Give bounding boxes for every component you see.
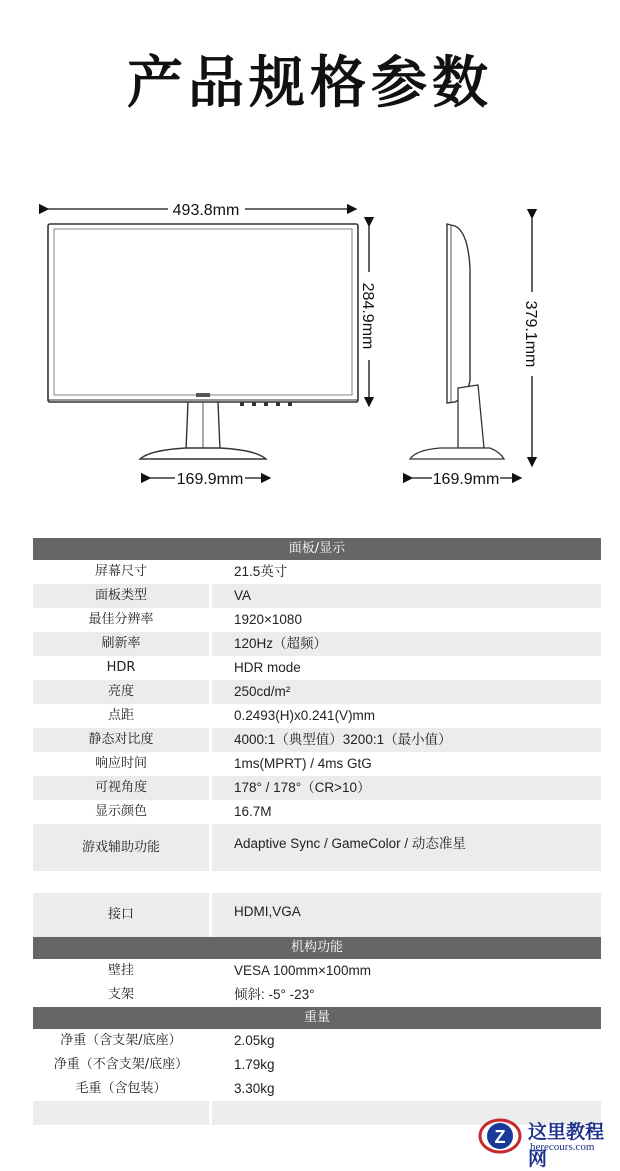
spec-label: 可视角度 [33,776,209,800]
section-header-mechanism: 机构功能 [33,937,601,959]
spec-label: 点距 [107,708,134,723]
spec-label: 静态对比度 [33,728,209,752]
spec-row [33,560,601,584]
spec-label: 游戏辅助功能 [33,824,209,871]
spec-label: 支架 [107,987,134,1002]
spec-row [33,704,601,728]
spec-value: 倾斜: -5° -23° [234,987,315,1002]
spec-row [33,776,601,800]
spec-value: 1920×1080 [234,612,302,627]
spec-label: 毛重（含包装） [75,1081,167,1096]
section-header-panel: 面板/显示 [33,538,601,560]
spec-row [33,680,601,704]
spec-row [33,752,601,776]
monitor-dimension-diagram [0,180,620,510]
spec-row [33,824,601,871]
spec-value: VESA 100mm×100mm [234,963,371,978]
spec-value: 16.7M [234,804,272,819]
spec-label: 壁挂 [107,963,134,978]
spec-label: 净重（不含支架/底座） [53,1057,189,1072]
spec-label: 净重（含支架/底座） [60,1033,182,1048]
spec-value: 3.30kg [234,1081,275,1096]
spec-value: VA [212,584,601,608]
spec-value: HDR mode [234,660,301,675]
stand-front-label: 169.9mm [176,471,244,488]
spec-row [33,632,601,656]
spec-value: 1ms(MPRT) / 4ms GtG [234,756,372,771]
spec-row [33,959,601,983]
spec-label: 接口 [33,893,209,937]
spec-label: 响应时间 [94,756,147,771]
spec-value: 0.2493(H)x0.241(V)mm [234,708,376,723]
spec-row [33,800,601,824]
spec-label: 最佳分辨率 [88,612,154,627]
spec-label: HDR [106,660,136,675]
spec-row [33,608,601,632]
spec-label: 显示颜色 [94,804,147,819]
spec-value: 178° / 178°（CR>10） [212,776,601,800]
spec-value: HDMI,VGA [212,893,601,937]
spec-label: 面板类型 [33,584,209,608]
monitor-front-view [48,224,358,459]
watermark-logo [474,1114,618,1170]
width-label: 493.8mm [172,202,240,219]
spec-row [33,983,601,1007]
stand-side-label: 169.9mm [432,471,500,488]
spec-label: 刷新率 [33,632,209,656]
spec-value: 120Hz（超频） [212,632,601,656]
spec-value: 21.5英寸 [234,564,288,579]
spec-row [33,1053,601,1077]
section-header-weight: 重量 [33,1007,601,1029]
spec-value: 2.05kg [234,1033,275,1048]
spec-row [33,584,601,608]
spec-row [33,1029,601,1053]
spec-value: Adaptive Sync / GameColor / 动态准星 [212,824,601,871]
spec-value: 250cd/m² [212,680,601,704]
total-height-label: 379.1mm [522,300,539,368]
spec-table [33,538,601,1125]
spec-label: 屏幕尺寸 [94,564,147,579]
spec-row [33,893,601,937]
height-label: 284.9mm [359,282,376,350]
logo-icon [474,1114,524,1156]
spec-row [33,1077,601,1101]
watermark-name: 这里教程网 [528,1121,605,1170]
spec-row [33,656,601,680]
spec-value: 1.79kg [234,1057,275,1072]
spec-row [33,728,601,752]
spec-label: 亮度 [33,680,209,704]
svg-text:Z: Z [494,1127,506,1147]
page-title: 产品规格参数 [127,51,493,116]
monitor-side-view [410,224,504,459]
watermark-url: herecours.com [530,1141,595,1153]
spec-value: 4000:1（典型值）3200:1（最小值） [212,728,601,752]
